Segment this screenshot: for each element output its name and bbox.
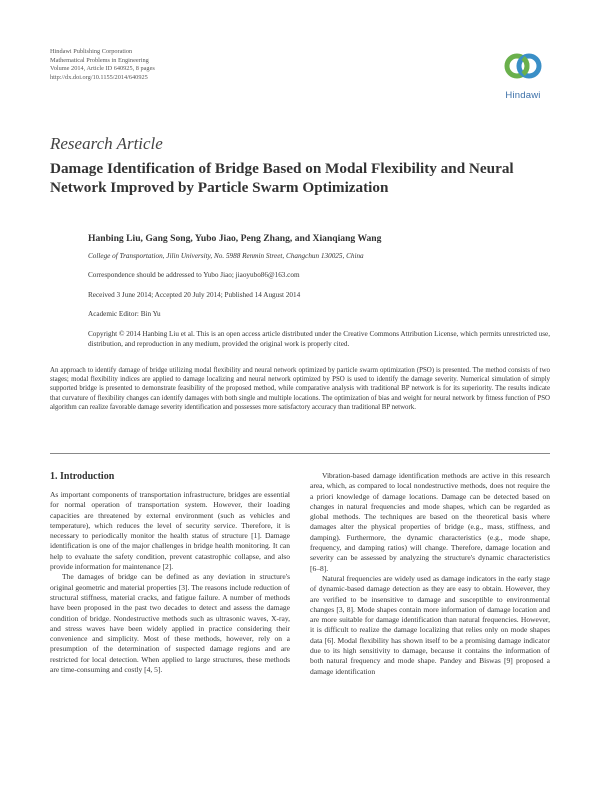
- intro-paragraph: Vibration-based damage identification methods are active in this research area, which, as compared to local nondestructive methods, does not require the a priori knowledge of damage locations. Damage can be detected based on changes in natural frequencies and mode shapes, which can be regarded as global methods. The techniques are based on the theoretical basis where damages alter the physical properties of bridge (e.g., mass, stiffness, and damping). Furthermore, the dynamic characteristics (e.g., mode shape, frequency, and damping ratios) will change. Therefore, damage location and severity can be assessed by analyzing the structure's dynamic characteristics [6–8].: [310, 471, 550, 573]
- volume-info: Volume 2014, Article ID 640925, 8 pages: [50, 65, 155, 73]
- paper-title: Damage Identification of Bridge Based on Modal Flexibility and Neural Network Improved by Particle Swarm Optimization: [50, 160, 514, 196]
- section-heading: 1. Introduction: [50, 471, 115, 482]
- copyright-notice: Copyright © 2014 Hanbing Liu et al. This is an open access article distributed under the Creative Commons Attribution License, which permits unrestricted use, distribution, and reproduction in any medium, provided the original work is properly cited.: [88, 330, 550, 348]
- doi-link[interactable]: http://dx.doi.org/10.1155/2014/640925: [50, 73, 148, 81]
- article-type: Research Article: [50, 134, 163, 153]
- intro-paragraph: The damages of bridge can be defined as any deviation in structure's original geometric and material properties [3]. The reasons include reduction of structural stiffness, material cracks, and fatigue failure. A number of methods have been proposed in the past two decades to detect and assess the damage condition of bridge. Nondestructive methods such as ultrasonic waves, X-ray, and stress waves have been widely applied in practice considering their convenience and simplicity. Most of these methods, however, rely on a presumption of the determination of suspected damage regions and are restricted for local detection. When applied to large structures, these methods are time-consuming and costly [4, 5].: [50, 572, 290, 675]
- publisher-name: Hindawi Publishing Corporation: [50, 48, 133, 55]
- hindawi-logo: [496, 44, 550, 108]
- publication-dates: Received 3 June 2014; Accepted 20 July 2014; Published 14 August 2014: [88, 291, 301, 299]
- left-column: [50, 490, 290, 675]
- hindawi-logo-icon: [496, 44, 550, 90]
- abstract: An approach to identify damage of bridge utilizing modal flexibility and neural network optimized by particle swarm optimization (PSO) is presented. The method consists of two stages; modal flexibility indices are applied to damage localizing and neural network optimized by PSO is used to identify the damage severity. Numerical simulation of simply supported bridge is presented to demonstrate feasibility of the proposed method, while comparative analysis with traditional BP network is for its superiority. The results indicate that curvature of flexibility changes can identify damages with both single and multiple locations. The optimization of bias and weight for neural network by fitness function of PSO algorithm can realize favorable damage severity identification and possesses more satisfactory accuracy than traditional BP network.: [50, 367, 550, 411]
- author-list: Hanbing Liu, Gang Song, Yubo Jiao, Peng Zhang, and Xianqiang Wang: [88, 233, 382, 244]
- right-column: [310, 471, 550, 677]
- academic-editor: Academic Editor: Bin Yu: [88, 310, 161, 318]
- intro-paragraph: Natural frequencies are widely used as damage indicators in the early stage of dynamic-based damage detection as they are easy to obtain. However, they are verified to be insensitive to damage and susceptible to environmental changes [3, 8]. Mode shapes contain more information of damage location and are more suitable for damage identification than natural frequencies. However, it is difficult to realize the damage localizing that relies only on mode shapes data [6]. Modal flexibility has shown itself to be a promising damage indicator due to its high sensitivity to damage, because it contains the information of both natural frequency and mode shape. Pandey and Biswas [9] proposed a damage identification: [310, 573, 550, 676]
- journal-name: Mathematical Problems in Engineering: [50, 56, 149, 64]
- section-divider: [50, 453, 550, 454]
- affiliation: College of Transportation, Jilin University, No. 5988 Renmin Street, Changchun 130025, China: [88, 252, 364, 260]
- intro-paragraph: As important components of transportation infrastructure, bridges are essential for normal operation of transportation system. However, their loading capacities are threatened by external environment (such as vehicles and temperature), which reduces the level of security service. Therefore, it is necessary to periodically monitor the health status of structure [1]. Damage identification is one of the major challenges in bridge health monitoring. It can help to evaluate the safety condition, prevent catastrophic collapse, and also provide information for maintenance [2].: [50, 490, 290, 572]
- hindawi-logo-text: Hindawi: [505, 90, 541, 101]
- correspondence: Correspondence should be addressed to Yubo Jiao; jiaoyubo86@163.com: [88, 271, 300, 279]
- journal-header: [50, 48, 155, 82]
